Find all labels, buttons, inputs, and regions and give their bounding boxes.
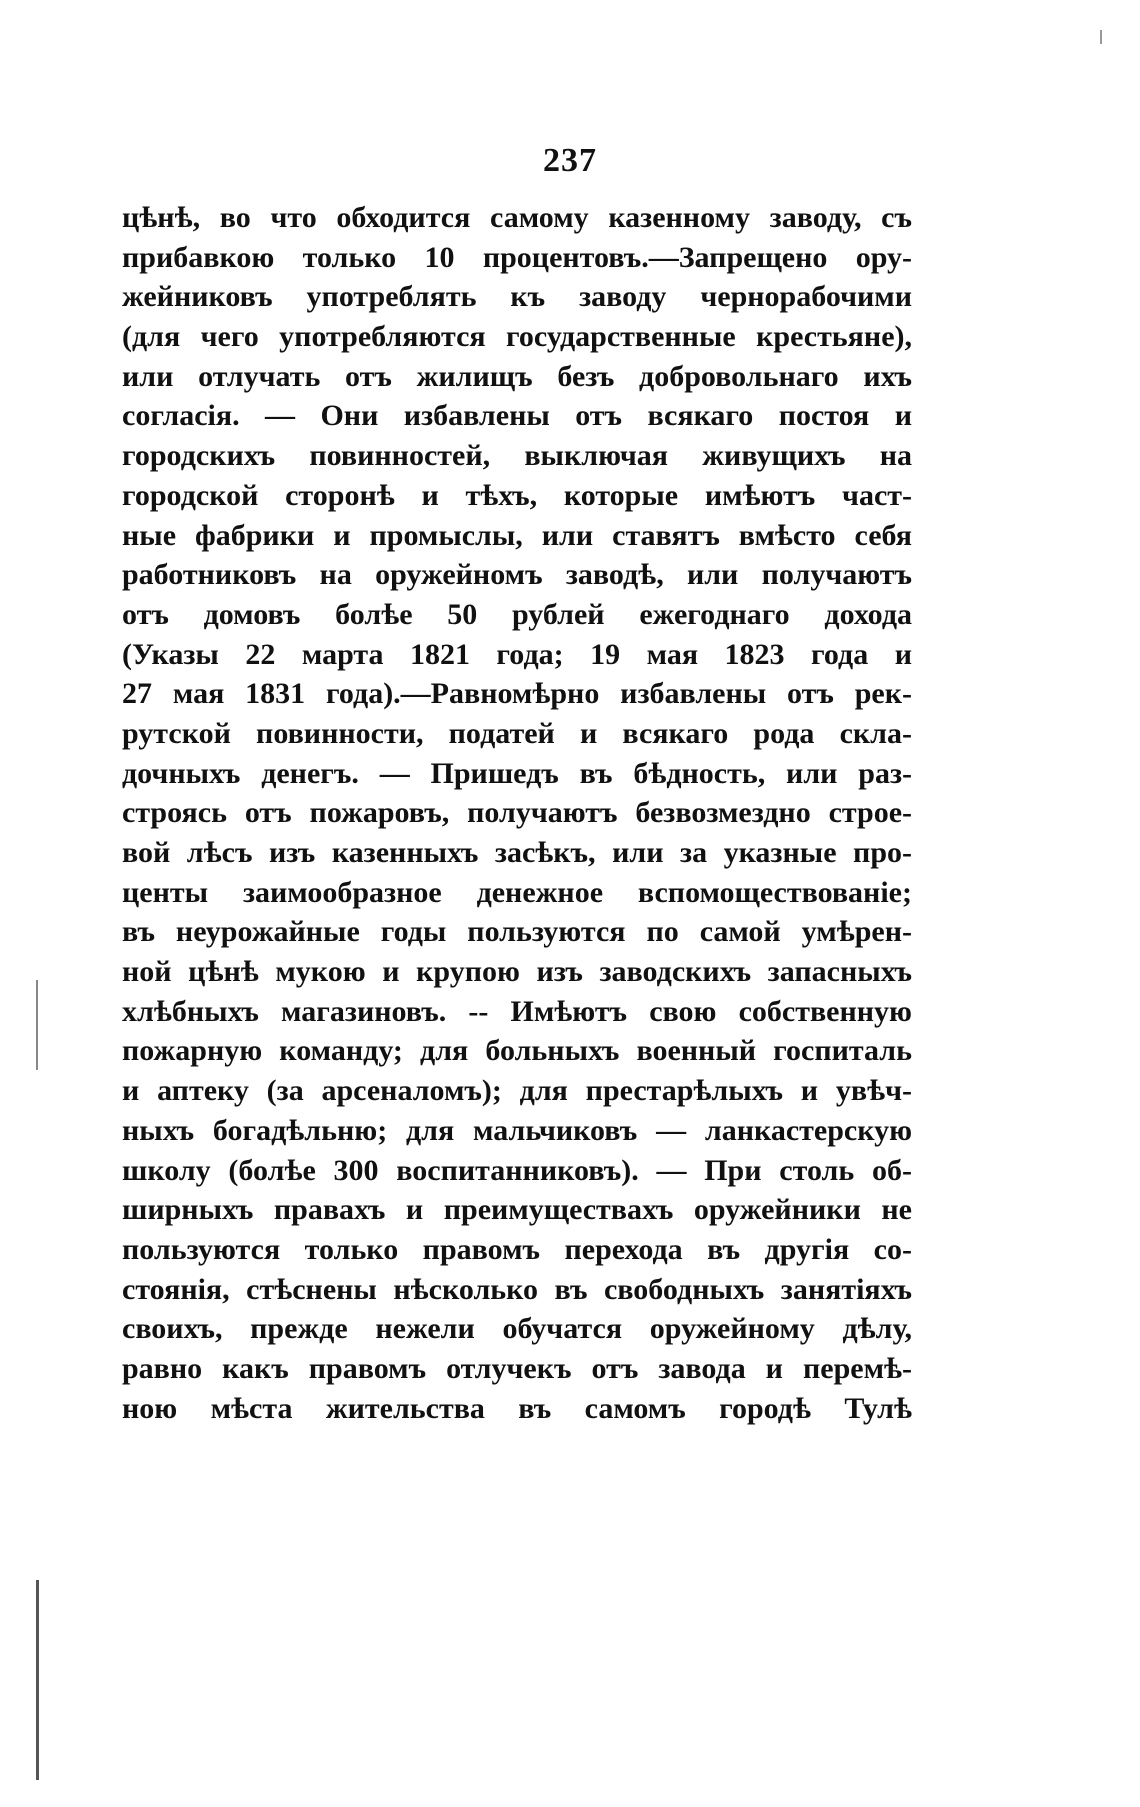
text-line: пожарную команду; для больныхъ военный госпиталь [122,1034,912,1068]
text-line: своихъ, прежде нежели обучатся оружейному дѣлу, [122,1312,912,1346]
text-line: согласія. — Они избавлены отъ всякаго постоя и [122,399,912,433]
text-line: въ неурожайные годы пользуются по самой умѣрен- [122,915,912,949]
text-line: прибавкою только 10 процентовъ.—Запрещено ору- [122,240,912,274]
text-line: ные фабрики и промыслы, или ставятъ вмѣсто себя [122,518,912,552]
text-line: жейниковъ употреблять къ заводу чернорабочими [122,280,912,314]
text-line: (для чего употребляются государственные крестьяне), [122,320,912,354]
text-line: строясь отъ пожаровъ, получаютъ безвозмездно строе- [122,796,912,830]
text-line: равно какъ правомъ отлучекъ отъ завода и перемѣ- [122,1351,912,1385]
text-line: школу (болѣе 300 воспитанниковъ). — При столь об- [122,1153,912,1187]
binding-edge-mark [36,1580,39,1780]
text-line: дочныхъ денегъ. — Пришедъ въ бѣдность, или раз- [122,756,912,790]
text-line: стоянія, стѣснены нѣсколько въ свободныхъ занятіяхъ [122,1272,912,1306]
binding-edge-mark [36,980,38,1070]
text-line: ной цѣнѣ мукою и крупою изъ заводскихъ запасныхъ [122,955,912,989]
text-line: работниковъ на оружейномъ заводѣ, или получаютъ [122,558,912,592]
text-line: или отлучать отъ жилищъ безъ добровольнаго ихъ [122,359,912,393]
scan-artifact-mark [1100,30,1102,44]
text-line: ною мѣста жительства въ самомъ городѣ Тулѣ [122,1391,912,1425]
text-line: вой лѣсъ изъ казенныхъ засѣкъ, или за указные про- [122,836,912,869]
body-text [122,198,912,1428]
text-line: пользуются только правомъ перехода въ другія со- [122,1232,912,1266]
text-line: городской сторонѣ и тѣхъ, которые имѣютъ част- [122,478,912,512]
page-number: 237 [543,142,597,179]
text-line: центы заимообразное денежное вспомоществованіе; [122,875,912,909]
text-line: и аптеку (за арсеналомъ); для престарѣлыхъ и увѣч- [122,1074,912,1108]
text-line: отъ домовъ болѣе 50 рублей ежегоднаго дохода [122,597,912,631]
text-line: городскихъ повинностей, выключая живущихъ на [122,439,912,473]
text-line: рутской повинности, податей и всякаго рода скла- [122,716,912,750]
text-line: ныхъ богадѣльню; для мальчиковъ — ланкастерскую [122,1113,912,1147]
text-line: 27 мая 1831 года).—Равномѣрно избавлены отъ рек- [122,677,912,711]
text-line: цѣнѣ, во что обходится самому казенному заводу, съ [122,201,912,234]
text-line: ширныхъ правахъ и преимуществахъ оружейники не [122,1193,912,1227]
text-line: (Указы 22 марта 1821 года; 19 мая 1823 года и [122,637,912,671]
text-line: хлѣбныхъ магазиновъ. -- Имѣютъ свою собственную [122,994,912,1028]
